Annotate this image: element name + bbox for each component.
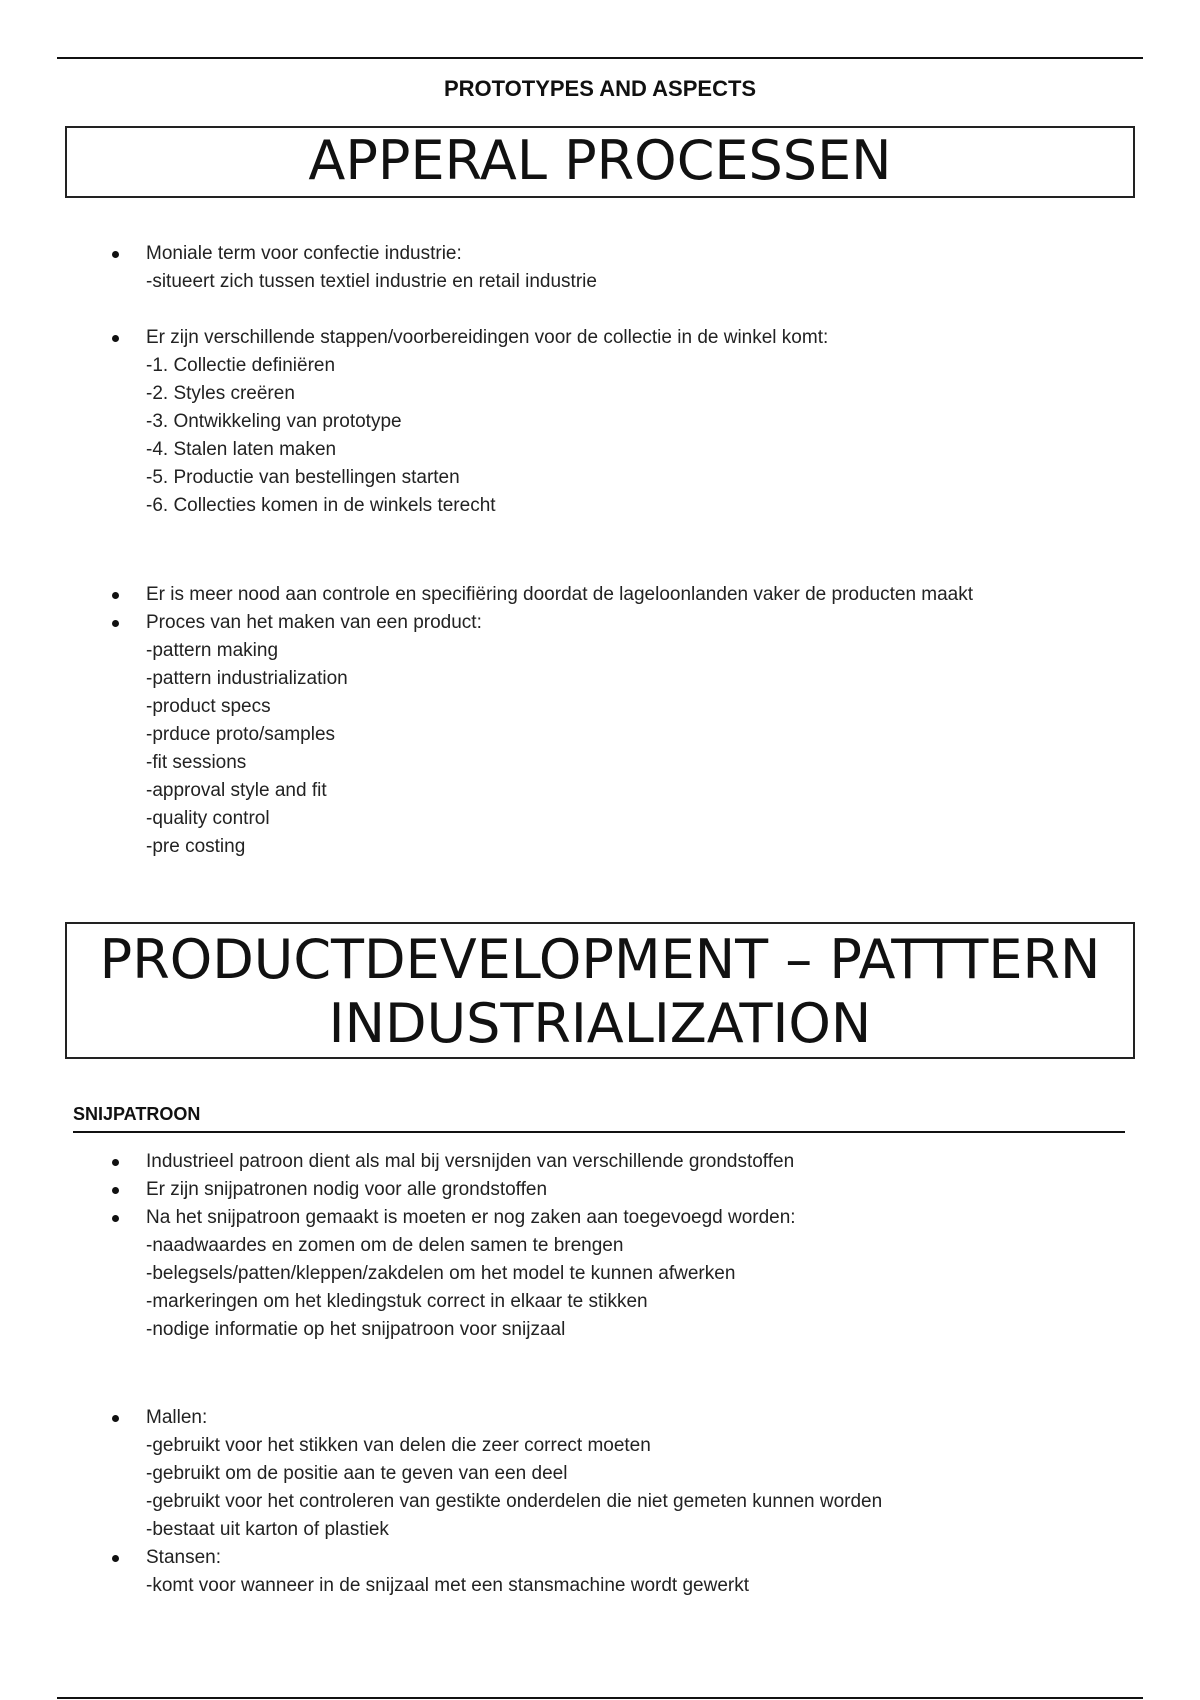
item-text: -fit sessions — [146, 752, 247, 773]
sub-item — [0, 1460, 1200, 1488]
sub-item — [0, 805, 1200, 833]
item-text: -gebruikt voor het controleren van gestikte onderdelen die niet gemeten kunnen worden — [146, 1491, 883, 1512]
bullet-block-process — [0, 581, 1200, 861]
sub-item — [0, 464, 1200, 492]
bullet-item — [0, 609, 1200, 637]
item-text: -1. Collectie definiëren — [146, 355, 336, 376]
item-text: -4. Stalen laten maken — [146, 439, 337, 460]
bottom-rule — [57, 1697, 1143, 1699]
bullet-item — [0, 1148, 1200, 1176]
bullet-item — [0, 1404, 1200, 1432]
sub-item — [0, 1260, 1200, 1288]
bullet-icon — [108, 1148, 122, 1176]
sub-item — [0, 492, 1200, 520]
item-text: -2. Styles creëren — [146, 383, 295, 404]
item-text: -naadwaardes en zomen om de delen samen te brengen — [146, 1235, 624, 1256]
sub-item — [0, 777, 1200, 805]
item-text: -quality control — [146, 808, 270, 829]
bullet-item — [0, 1204, 1200, 1232]
item-text: -situeert zich tussen textiel industrie en retail industrie — [146, 271, 597, 292]
bullet-icon — [108, 1176, 122, 1204]
bullet-icon — [108, 1404, 122, 1432]
item-text: -3. Ontwikkeling van prototype — [146, 411, 402, 432]
sub-item — [0, 749, 1200, 777]
bullet-icon — [108, 1544, 122, 1572]
item-text: -prduce proto/samples — [146, 724, 336, 745]
item-text: -approval style and fit — [146, 780, 327, 801]
item-text: Mallen: — [146, 1407, 208, 1428]
item-text: Industrieel patroon dient als mal bij versnijden van verschillende grondstoffen — [146, 1151, 795, 1172]
sub-item — [0, 1316, 1200, 1344]
bullet-item — [0, 240, 1200, 268]
item-text: -belegsels/patten/kleppen/zakdelen om het model te kunnen afwerken — [146, 1263, 736, 1284]
bullet-icon — [108, 1204, 122, 1232]
item-text: -markeringen om het kledingstuk correct in elkaar te stikken — [146, 1291, 648, 1312]
item-text: -gebruikt voor het stikken van delen die zeer correct moeten — [146, 1435, 651, 1456]
item-text: Er zijn verschillende stappen/voorbereidingen voor de collectie in de winkel komt: — [146, 327, 829, 348]
sub-item — [0, 1232, 1200, 1260]
item-text: Proces van het maken van een product: — [146, 612, 482, 633]
bullet-icon — [108, 581, 122, 609]
sub-item — [0, 1432, 1200, 1460]
sub-item — [0, 721, 1200, 749]
bullet-item — [0, 324, 1200, 352]
bullet-block-snijpatroon — [0, 1148, 1200, 1344]
bullet-item — [0, 1176, 1200, 1204]
item-text: -komt voor wanneer in de snijzaal met een stansmachine wordt gewerkt — [146, 1575, 750, 1596]
item-text: -bestaat uit karton of plastiek — [146, 1519, 389, 1540]
item-text: -gebruikt om de positie aan te geven van een deel — [146, 1463, 568, 1484]
sub-item — [0, 665, 1200, 693]
sub-item — [0, 268, 1200, 296]
item-text: -6. Collecties komen in de winkels terecht — [146, 495, 496, 516]
bullet-item — [0, 581, 1200, 609]
sub-item — [0, 408, 1200, 436]
item-text: Er is meer nood aan controle en specifiëring doordat de lageloonlanden vaker de producten maakt — [146, 584, 974, 605]
item-text: -5. Productie van bestellingen starten — [146, 467, 460, 488]
bullet-icon — [108, 324, 122, 352]
bullet-block-steps — [0, 324, 1200, 520]
bullet-icon — [108, 240, 122, 268]
top-rule — [57, 57, 1143, 59]
sub-item — [0, 637, 1200, 665]
bullet-icon — [108, 609, 122, 637]
section-title-apperal-processen: APPERAL PROCESSEN — [65, 126, 1135, 198]
bullet-block-mallen-stansen — [0, 1404, 1200, 1600]
section-title-line-1: PRODUCTDEVELOPMENT – PATTTERN — [99, 928, 1101, 991]
item-text: -pattern industrialization — [146, 668, 348, 689]
item-text: Na het snijpatroon gemaakt is moeten er nog zaken aan toegevoegd worden: — [146, 1207, 796, 1228]
item-text: Moniale term voor confectie industrie: — [146, 243, 462, 264]
bullet-block-intro — [0, 240, 1200, 296]
item-text: -pre costing — [146, 836, 246, 857]
document-header-title: PROTOTYPES AND ASPECTS — [443, 76, 757, 101]
section-title-productdevelopment — [65, 922, 1135, 1059]
sub-item — [0, 1288, 1200, 1316]
item-text: -nodige informatie op het snijpatroon voor snijzaal — [146, 1319, 566, 1340]
sub-item — [0, 693, 1200, 721]
sub-item — [0, 1488, 1200, 1516]
sub-item — [0, 833, 1200, 861]
item-text: -product specs — [146, 696, 271, 717]
item-text: Er zijn snijpatronen nodig voor alle grondstoffen — [146, 1179, 548, 1200]
subheading-snijpatroon: SNIJPATROON — [73, 1104, 1125, 1133]
sub-item — [0, 380, 1200, 408]
sub-item — [0, 352, 1200, 380]
section-title-line-2: INDUSTRIALIZATION — [328, 992, 872, 1055]
sub-item — [0, 1572, 1200, 1600]
sub-item — [0, 1516, 1200, 1544]
item-text: -pattern making — [146, 640, 279, 661]
item-text: Stansen: — [146, 1547, 221, 1568]
sub-item — [0, 436, 1200, 464]
bullet-item — [0, 1544, 1200, 1572]
